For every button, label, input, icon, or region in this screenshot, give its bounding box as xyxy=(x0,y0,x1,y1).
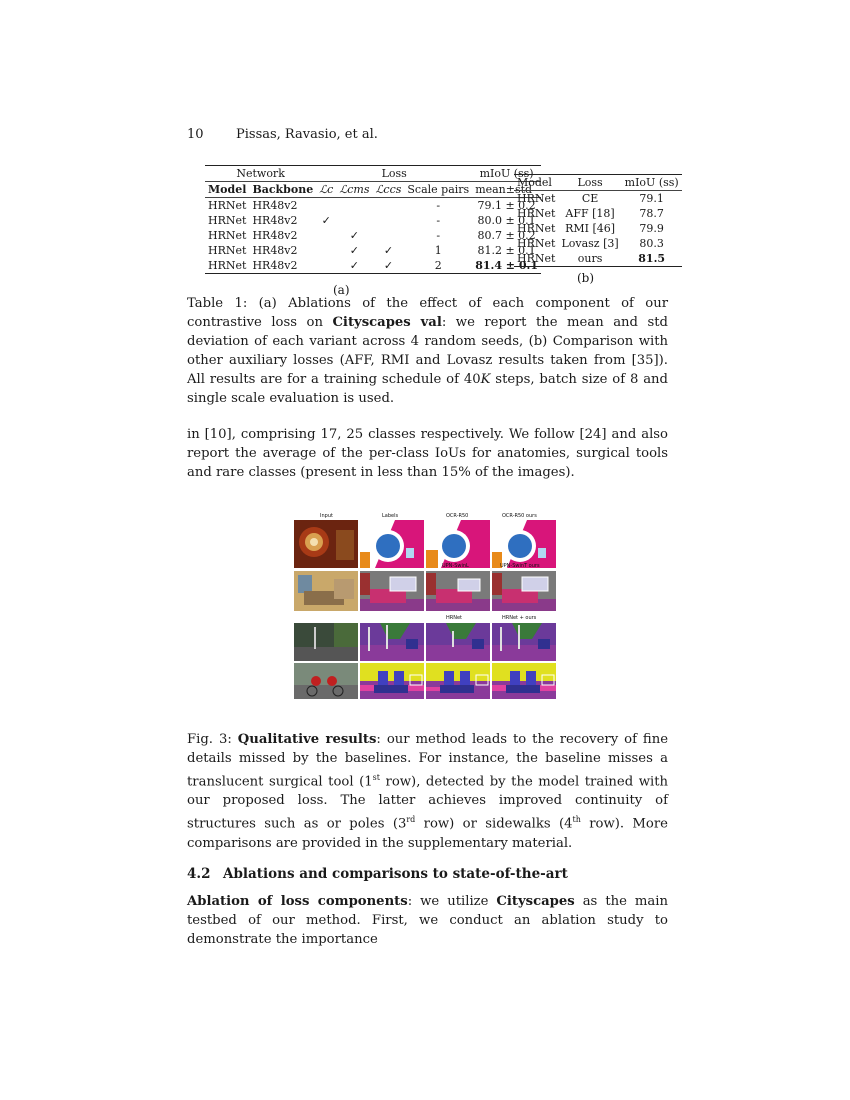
label-labels: Labels xyxy=(382,513,399,519)
table-row: HRNet HR48v2 ✓ ✓ 2 81.4 ± 0.1 xyxy=(205,258,541,274)
fig-row4-input xyxy=(294,663,358,699)
label-upn: UPN-SwinL xyxy=(442,563,469,569)
table-row: HRNet HR48v2 - 79.1 ± 0.2 xyxy=(205,198,541,214)
fig-row1-ours xyxy=(492,520,556,568)
body-paragraph: Ablation of loss components: we utilize Cityscapes as the main testbed of our method. First, we conduct an ablation study to demonstrate the importance xyxy=(187,894,668,947)
fig-row2-ours xyxy=(492,571,556,611)
label-ocr-ours: OCR-R50 ours xyxy=(502,513,537,519)
table-a-col-lccs: ℒccs xyxy=(375,183,402,196)
table-b-col-loss: Loss xyxy=(577,176,603,189)
table-row: HRNet Lovasz [3] 80.3 xyxy=(517,237,664,250)
table-a-group-loss: Loss xyxy=(381,167,407,180)
table-a-col-model: Model xyxy=(208,183,247,196)
section-heading: 4.2 Ablations and comparisons to state-of-the-art xyxy=(187,866,568,882)
table-row: HRNet AFF [18] 78.7 xyxy=(517,207,664,220)
table-b-col-model: Model xyxy=(517,176,552,189)
fig-row1-ocr xyxy=(426,520,490,568)
table-a-col-lc: ℒc xyxy=(319,183,334,196)
table-a-col-mean: mean±std xyxy=(475,183,533,196)
figure-caption: Fig. 3: Qualitative results: our method leads to the recovery of fine details missed by the baselines. For instance, the baseline misses a translucent surgical tool (1st row), detected by the model trained with our proposed loss. The latter achieves improved continuity of structures such as or poles (3rd row) or sidewalks (4th row). More comparisons are provided in the supplementary material. xyxy=(187,732,668,851)
fig-row4-ours xyxy=(492,663,556,699)
fig-row4-label xyxy=(360,663,424,699)
qualitative-figure xyxy=(294,510,558,700)
table-caption: Table 1: (a) Ablations of the effect of each component of our contrastive loss on Cityscapes val: we report the mean and std deviation of each variant across 4 random seeds, (b) Comparison with other auxiliary losses (AFF, RMI and Lovasz results taken from [35]). All results are for a training schedule of 40K steps, batch size of 8 and single scale evaluation is used. xyxy=(187,296,668,406)
table-a xyxy=(205,165,541,274)
table-row: HRNet RMI [46] 79.9 xyxy=(517,222,664,235)
table-a-col-backbone: Backbone xyxy=(252,183,314,196)
label-input: Input xyxy=(320,513,333,519)
table-row: HRNet CE 79.1 xyxy=(514,191,682,207)
fig-row3-ours xyxy=(492,623,556,661)
table-row: HRNet HR48v2 ✓ - 80.7 ± 0.2 xyxy=(208,229,536,242)
table-row: HRNet HR48v2 ✓ ✓ 1 81.2 ± 0.1 xyxy=(208,244,536,257)
fig-row4-hrnet xyxy=(426,663,490,699)
table-b xyxy=(514,174,682,267)
fig-row2-label xyxy=(360,571,424,611)
table-a-group-miou: mIoU (ss) xyxy=(479,167,534,180)
fig-row2-upn xyxy=(426,571,490,611)
table-a-label: (a) xyxy=(333,283,350,297)
fig-row1-input xyxy=(294,520,358,568)
fig-row2-input xyxy=(294,571,358,611)
label-upn-ours: UPN-SwinT ours xyxy=(500,563,540,569)
label-hrnet: HRNet xyxy=(446,615,463,621)
table-b-label: (b) xyxy=(577,271,595,285)
table-a-col-lcms: ℒcms xyxy=(339,183,370,196)
table-a-col-scale: Scale pairs xyxy=(407,183,470,196)
fig-row3-input xyxy=(294,623,358,661)
table-a-group-network: Network xyxy=(236,167,285,180)
fig-row1-label xyxy=(360,520,424,568)
table-row: HRNet HR48v2 ✓ - 80.0 ± 0.1 xyxy=(208,214,536,227)
label-hrnet-ours: HRNet + ours xyxy=(502,615,537,621)
table-b-col-miou: mIoU (ss) xyxy=(624,176,679,189)
body-paragraph: in [10], comprising 17, 25 classes respectively. We follow [24] and also report the average of the per-class IoUs for anatomies, surgical tools and rare classes (present in less than 15% of the images). xyxy=(187,427,668,480)
label-ocr: OCR-R50 xyxy=(446,513,469,519)
table-row: HRNet ours 81.5 xyxy=(514,251,682,267)
fig-row3-label xyxy=(360,623,424,661)
running-authors: Pissas, Ravasio, et al. xyxy=(236,127,378,142)
fig-row3-hrnet xyxy=(426,623,490,661)
page-number: 10 xyxy=(187,127,204,142)
